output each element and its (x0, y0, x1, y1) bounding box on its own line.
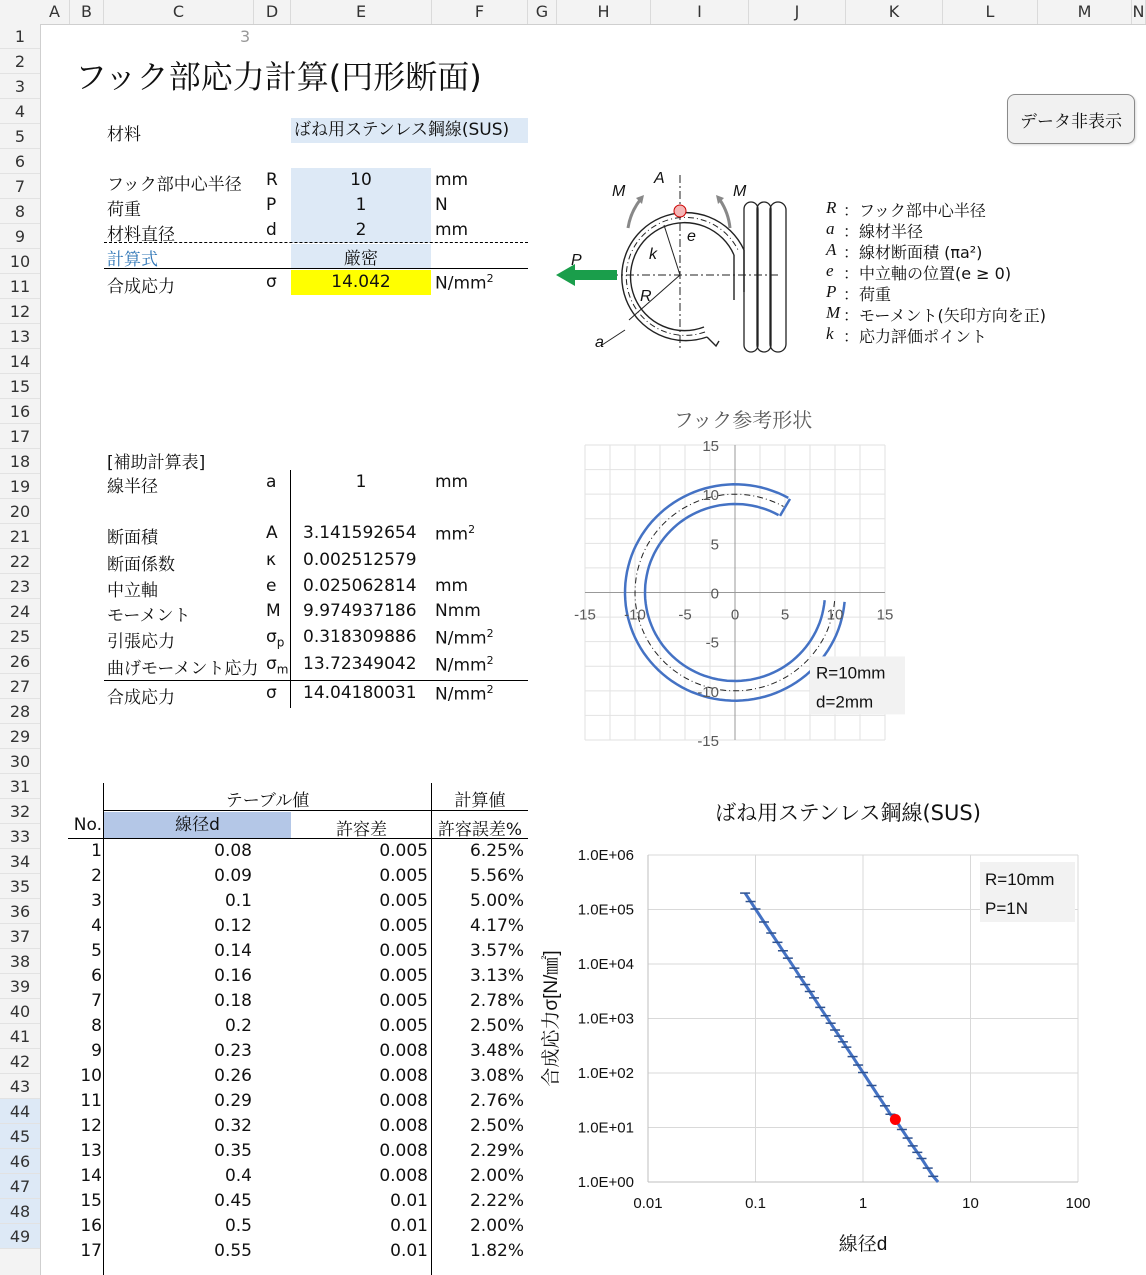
annotation-text: d=2mm (816, 692, 874, 712)
table-cell-pct: 2.00% (469, 1216, 524, 1236)
table-cell-pct: 3.48% (469, 1041, 524, 1061)
result-sym: σ (266, 272, 277, 292)
aux-unit: $N/mm^2$ (435, 627, 494, 649)
table-cell-no: 2 (91, 866, 102, 886)
row-header-45[interactable]: 45 (0, 1124, 40, 1149)
aux-label: 引張応力 (107, 632, 175, 652)
input-sym-R: R (266, 170, 278, 190)
annotation-text: R=10mm (816, 663, 886, 683)
table-cell-no: 5 (91, 941, 102, 961)
aux-symbol: A (266, 523, 278, 543)
table-cell-tol: 0.008 (379, 1166, 428, 1186)
row-header-6[interactable]: 6 (0, 149, 40, 174)
label-R: R (640, 288, 652, 305)
y-tick-label: -5 (705, 634, 719, 652)
label-M-right: M (733, 183, 747, 200)
row-header-18[interactable]: 18 (0, 449, 40, 474)
table-cell-pct: 3.57% (469, 941, 524, 961)
row-header-37[interactable]: 37 (0, 924, 40, 949)
hook-shape-chart (560, 430, 910, 750)
formula-select[interactable]: 厳密 (291, 244, 431, 268)
row-header-33[interactable]: 33 (0, 824, 40, 849)
table-cell-tol: 0.008 (379, 1141, 428, 1161)
row-header-9[interactable]: 9 (0, 224, 40, 249)
column-header-K[interactable]: K (846, 0, 943, 24)
aux-symbol: $\sigma_m$ (266, 654, 289, 677)
column-header-C[interactable]: C (104, 0, 254, 24)
row-header-43[interactable]: 43 (0, 1074, 40, 1099)
aux-symbol: κ (266, 550, 277, 570)
column-header-A[interactable]: A (40, 0, 70, 24)
result-unit: $N/mm^2$ (435, 272, 494, 294)
legend-definition: ：中立軸の位置(e ≥ 0) (843, 264, 1012, 283)
table-cell-d: 0.18 (214, 991, 252, 1011)
table-cell-pct: 4.17% (469, 916, 524, 936)
aux-unit: mm (435, 576, 469, 596)
table-cell-d: 0.35 (214, 1141, 252, 1161)
table-cell-tol: 0.005 (379, 891, 428, 911)
column-header-J[interactable]: J (749, 0, 846, 24)
hide-data-button[interactable]: データ非表示 (1007, 94, 1135, 144)
table-col-d[interactable]: 線径d (104, 812, 291, 838)
stray-mark: 3 (240, 27, 251, 46)
table-cell-pct: 2.22% (469, 1191, 524, 1211)
annotation-text: R=10mm (985, 870, 1055, 889)
table-cell-d: 0.55 (214, 1241, 252, 1261)
table-cell-tol: 0.008 (379, 1041, 428, 1061)
table-cell-no: 7 (91, 991, 102, 1011)
row-header-16[interactable]: 16 (0, 399, 40, 424)
material-label: 材料 (107, 125, 141, 145)
row-header-30[interactable]: 30 (0, 749, 40, 774)
hook-end (707, 337, 719, 346)
aux-header: [補助計算表] (107, 453, 206, 473)
table-cell-tol: 0.01 (390, 1191, 428, 1211)
aux-symbol: $\sigma_p$ (266, 627, 285, 650)
row-header-36[interactable]: 36 (0, 899, 40, 924)
radius-line (629, 275, 680, 320)
row-header-44[interactable]: 44 (0, 1099, 40, 1124)
aux-value: 0.002512579 (303, 550, 417, 570)
aux-label: 中立軸 (107, 581, 158, 601)
row-header-31[interactable]: 31 (0, 774, 40, 799)
y-tick-label: 1.0E+04 (577, 956, 634, 973)
coil-turns (744, 202, 786, 352)
formula-label: 計算式 (107, 250, 158, 270)
row-header-23[interactable]: 23 (0, 574, 40, 599)
hook-chart-title: フック参考形状 (673, 408, 813, 432)
table-cell-no: 9 (91, 1041, 102, 1061)
aux-value: 3.141592654 (303, 523, 417, 543)
x-tick-label: 5 (780, 606, 790, 624)
moment-arrow-left (628, 200, 640, 228)
row-header-2[interactable]: 2 (0, 49, 40, 74)
aux-value: 14.04180031 (303, 683, 417, 703)
row-header-22[interactable]: 22 (0, 549, 40, 574)
aux-label: 断面係数 (107, 555, 175, 575)
aux-label: 曲げモーメント応力 (107, 659, 259, 679)
row-header-bar (0, 24, 41, 1275)
input-sym-P: P (266, 195, 277, 215)
legend-definition: ：フック部中心半径 (843, 201, 986, 220)
table-cell-no: 3 (91, 891, 102, 911)
aux-label: 合成応力 (107, 688, 175, 708)
aux-value: 1 (355, 472, 367, 492)
table-cell-d: 0.1 (224, 891, 252, 911)
row-header-1[interactable]: 1 (0, 24, 40, 49)
legend-symbol: M (826, 303, 841, 322)
table-cell-no: 13 (80, 1141, 102, 1161)
row-header-49[interactable]: 49 (0, 1224, 40, 1249)
row-header-5[interactable]: 5 (0, 124, 40, 149)
table-cell-d: 0.09 (214, 866, 252, 886)
row-header-25[interactable]: 25 (0, 624, 40, 649)
load-arrow-shaft (575, 270, 617, 280)
table-cell-pct: 6.25% (469, 841, 524, 861)
row-header-41[interactable]: 41 (0, 1024, 40, 1049)
aux-symbol: e (266, 576, 277, 596)
legend-symbol: A (826, 240, 837, 259)
column-header-F[interactable]: F (432, 0, 528, 24)
aux-unit: $N/mm^2$ (435, 654, 494, 676)
y-tick-label: 1.0E+06 (577, 847, 634, 864)
table-cell-no: 1 (91, 841, 102, 861)
aux-value: 9.974937186 (303, 601, 417, 621)
table-cell-pct: 2.50% (469, 1116, 524, 1136)
row-header-13[interactable]: 13 (0, 324, 40, 349)
aux-total-separator (104, 680, 528, 681)
input-label-P: 荷重 (107, 200, 141, 220)
table-cell-no: 11 (80, 1091, 102, 1111)
row-header-35[interactable]: 35 (0, 874, 40, 899)
column-header-G[interactable]: G (528, 0, 557, 24)
current-point (890, 1114, 901, 1125)
table-cell-d: 0.12 (214, 916, 252, 936)
x-tick-label: 0.01 (633, 1195, 663, 1212)
table-col-pct: 許容誤差% (437, 820, 523, 840)
table-cell-no: 12 (80, 1116, 102, 1136)
row-header-46[interactable]: 46 (0, 1149, 40, 1174)
table-cell-tol: 0.005 (379, 916, 428, 936)
x-tick-label: 10 (962, 1195, 979, 1212)
table-cell-d: 0.23 (214, 1041, 252, 1061)
legend-symbol: P (826, 282, 837, 301)
aux-label: モーメント (107, 606, 191, 626)
label-P: P (571, 252, 582, 269)
table-cell-tol: 0.005 (379, 841, 428, 861)
row-header-20[interactable]: 20 (0, 499, 40, 524)
row-header-47[interactable]: 47 (0, 1174, 40, 1199)
row-header-12[interactable]: 12 (0, 299, 40, 324)
dashed-separator (104, 242, 528, 243)
annotation-text: P=1N (985, 899, 1028, 918)
x-tick-label: 0.1 (745, 1195, 766, 1212)
label-a: a (595, 334, 604, 351)
y-tick-label: 1.0E+05 (577, 901, 634, 919)
row-header-14[interactable]: 14 (0, 349, 40, 374)
table-cell-no: 17 (80, 1241, 102, 1261)
aux-symbol: M (266, 601, 281, 621)
row-header-10[interactable]: 10 (0, 249, 40, 274)
row-header-38[interactable]: 38 (0, 949, 40, 974)
legend-definition: ：モーメント(矢印方向を正) (843, 306, 1047, 325)
table-cell-d: 0.45 (214, 1191, 252, 1211)
label-A: A (654, 170, 665, 187)
result-label: 合成応力 (107, 277, 175, 297)
row-header-27[interactable]: 27 (0, 674, 40, 699)
y-tick-label: 15 (702, 438, 719, 455)
row-header-4[interactable]: 4 (0, 99, 40, 124)
aux-value: 13.72349042 (303, 654, 417, 674)
column-header-B[interactable]: B (70, 0, 104, 24)
hook-outer-arc (622, 213, 744, 341)
y-axis-label: 合成応力σ[N/㎟] (541, 950, 562, 1087)
table-cell-d: 0.2 (224, 1016, 252, 1036)
y-tick-label: 1.0E+03 (577, 1010, 634, 1028)
column-header-E[interactable]: E (291, 0, 432, 24)
input-label-d: 材料直径 (107, 225, 175, 245)
table-col-tol: 許容差 (336, 820, 387, 840)
table-cell-pct: 2.29% (469, 1141, 524, 1161)
x-axis-label: 線径d (838, 1234, 888, 1255)
table-cell-tol: 0.005 (379, 966, 428, 986)
table-cell-pct: 2.76% (469, 1091, 524, 1111)
aux-label: 断面積 (107, 528, 158, 548)
input-value-R[interactable]: 10 (350, 170, 372, 190)
table-cell-pct: 5.00% (469, 891, 524, 911)
table-cell-d: 0.16 (214, 966, 252, 986)
table-cell-tol: 0.01 (390, 1216, 428, 1236)
column-header-H[interactable]: H (557, 0, 651, 24)
legend-symbol: e (826, 261, 834, 280)
table-cell-pct: 3.13% (469, 966, 524, 986)
table-cell-pct: 2.50% (469, 1016, 524, 1036)
table-cell-d: 0.4 (224, 1166, 252, 1186)
table-cell-tol: 0.005 (379, 991, 428, 1011)
row-header-48[interactable]: 48 (0, 1199, 40, 1224)
stress-point-marker (674, 205, 686, 217)
table-cell-d: 0.14 (214, 941, 252, 961)
result-value: 14.042 (291, 270, 431, 295)
legend-symbol: k (826, 324, 834, 343)
row-header-15[interactable]: 15 (0, 374, 40, 399)
legend-definition: ：線材半径 (843, 222, 924, 241)
table-cell-no: 4 (91, 916, 102, 936)
y-tick-label: 1.0E+02 (577, 1065, 634, 1082)
row-header-40[interactable]: 40 (0, 999, 40, 1024)
column-header-I[interactable]: I (651, 0, 749, 24)
row-header-28[interactable]: 28 (0, 699, 40, 724)
x-tick-label: 10 (826, 606, 844, 624)
table-cell-tol: 0.008 (379, 1091, 428, 1111)
x-tick-label: 0 (730, 606, 740, 624)
input-unit-d: mm (435, 220, 469, 240)
x-tick-label: -15 (574, 606, 596, 624)
table-cell-tol: 0.005 (379, 866, 428, 886)
input-value-d[interactable]: 2 (355, 220, 367, 240)
column-header-D[interactable]: D (254, 0, 291, 24)
hook-inner-arc (631, 223, 734, 331)
table-cell-tol: 0.008 (379, 1066, 428, 1086)
label-M-left: M (612, 183, 626, 200)
aux-symbol: σ (266, 683, 277, 703)
table-cell-pct: 5.56% (469, 866, 524, 886)
column-header-bar (0, 0, 1146, 25)
y-tick-label: -10 (697, 683, 719, 701)
row-header-29[interactable]: 29 (0, 724, 40, 749)
k-line (664, 225, 680, 275)
row-header-32[interactable]: 32 (0, 799, 40, 824)
page-title: フック部応力計算(円形断面) (75, 58, 482, 96)
legend-definition: ：応力評価ポイント (843, 327, 988, 346)
row-header-39[interactable]: 39 (0, 974, 40, 999)
table-calc-header: 計算値 (454, 791, 506, 811)
x-tick-label: 100 (1065, 1195, 1091, 1212)
column-header-M[interactable]: M (1038, 0, 1132, 24)
table-col-no: No. (73, 815, 102, 835)
row-header-17[interactable]: 17 (0, 424, 40, 449)
table-cell-tol: 0.008 (379, 1116, 428, 1136)
table-cell-tol: 0.005 (379, 941, 428, 961)
table-group-header: テーブル値 (225, 791, 310, 811)
row-header-26[interactable]: 26 (0, 649, 40, 674)
aux-unit: Nmm (435, 601, 481, 621)
x-tick-label: 1 (858, 1195, 868, 1212)
table-cell-no: 6 (91, 966, 102, 986)
table-cell-pct: 3.08% (469, 1066, 524, 1086)
aux-unit: $mm^2$ (435, 523, 476, 545)
a-leader (602, 330, 625, 345)
y-tick-label: 10 (702, 487, 719, 505)
column-header-L[interactable]: L (943, 0, 1038, 24)
input-label-R: フック部中心半径 (107, 175, 242, 195)
table-cell-d: 0.08 (214, 841, 252, 861)
row-header-11[interactable]: 11 (0, 274, 40, 299)
legend-definition: ：線材断面積 (πa²) (843, 243, 983, 262)
row-header-42[interactable]: 42 (0, 1049, 40, 1074)
result-separator (104, 268, 528, 269)
stress-chart (530, 830, 1130, 1260)
aux-symbol: a (266, 472, 277, 492)
stress-chart-title: ばね用ステンレス鋼線(SUS) (715, 801, 981, 825)
table-cell-d: 0.29 (214, 1091, 252, 1111)
label-e: e (687, 228, 696, 245)
input-value-P[interactable]: 1 (355, 195, 367, 215)
row-header-8[interactable]: 8 (0, 199, 40, 224)
legend-definition: ：荷重 (843, 285, 892, 304)
material-select[interactable]: ばね用ステンレス鋼線(SUS) (291, 118, 528, 143)
legend-symbol: a (826, 219, 835, 238)
row-header-34[interactable]: 34 (0, 849, 40, 874)
row-header-3[interactable]: 3 (0, 74, 40, 99)
hook-centerline (626, 217, 739, 335)
row-header-7[interactable]: 7 (0, 174, 40, 199)
x-tick-label: -10 (624, 606, 646, 624)
table-cell-no: 10 (80, 1066, 102, 1086)
legend-symbol: R (826, 198, 837, 217)
aux-unit: $N/mm^2$ (435, 683, 494, 705)
y-tick-label: 1.0E+01 (577, 1119, 634, 1137)
y-tick-label: -15 (697, 733, 719, 750)
table-cell-d: 0.5 (224, 1216, 252, 1236)
x-tick-label: 15 (876, 606, 894, 624)
input-unit-R: mm (435, 170, 469, 190)
table-cell-no: 16 (80, 1216, 102, 1236)
column-header-N[interactable]: N (1132, 0, 1146, 24)
table-cell-tol: 0.01 (390, 1241, 428, 1261)
row-header-19[interactable]: 19 (0, 474, 40, 499)
input-unit-P: N (435, 195, 448, 215)
table-cell-pct: 1.82% (469, 1241, 524, 1261)
aux-value: 0.318309886 (303, 627, 417, 647)
table-cell-pct: 2.00% (469, 1166, 524, 1186)
table-cell-d: 0.32 (214, 1116, 252, 1136)
table-cell-no: 14 (80, 1166, 102, 1186)
aux-value: 0.025062814 (303, 576, 417, 596)
row-header-21[interactable]: 21 (0, 524, 40, 549)
row-header-24[interactable]: 24 (0, 599, 40, 624)
y-tick-label: 5 (710, 536, 719, 554)
y-tick-label: 1.0E+00 (577, 1174, 634, 1191)
aux-label: 線半径 (107, 477, 158, 497)
hook-diagram (550, 165, 820, 360)
x-tick-label: -5 (678, 606, 692, 624)
table-cell-no: 15 (80, 1191, 102, 1211)
table-cell-pct: 2.78% (469, 991, 524, 1011)
aux-unit: mm (435, 472, 469, 492)
table-cell-no: 8 (91, 1016, 102, 1036)
y-tick-label: 0 (710, 585, 719, 603)
input-sym-d: d (266, 220, 277, 240)
table-cell-tol: 0.005 (379, 1016, 428, 1036)
table-cell-d: 0.26 (214, 1066, 252, 1086)
label-k: k (649, 246, 657, 263)
